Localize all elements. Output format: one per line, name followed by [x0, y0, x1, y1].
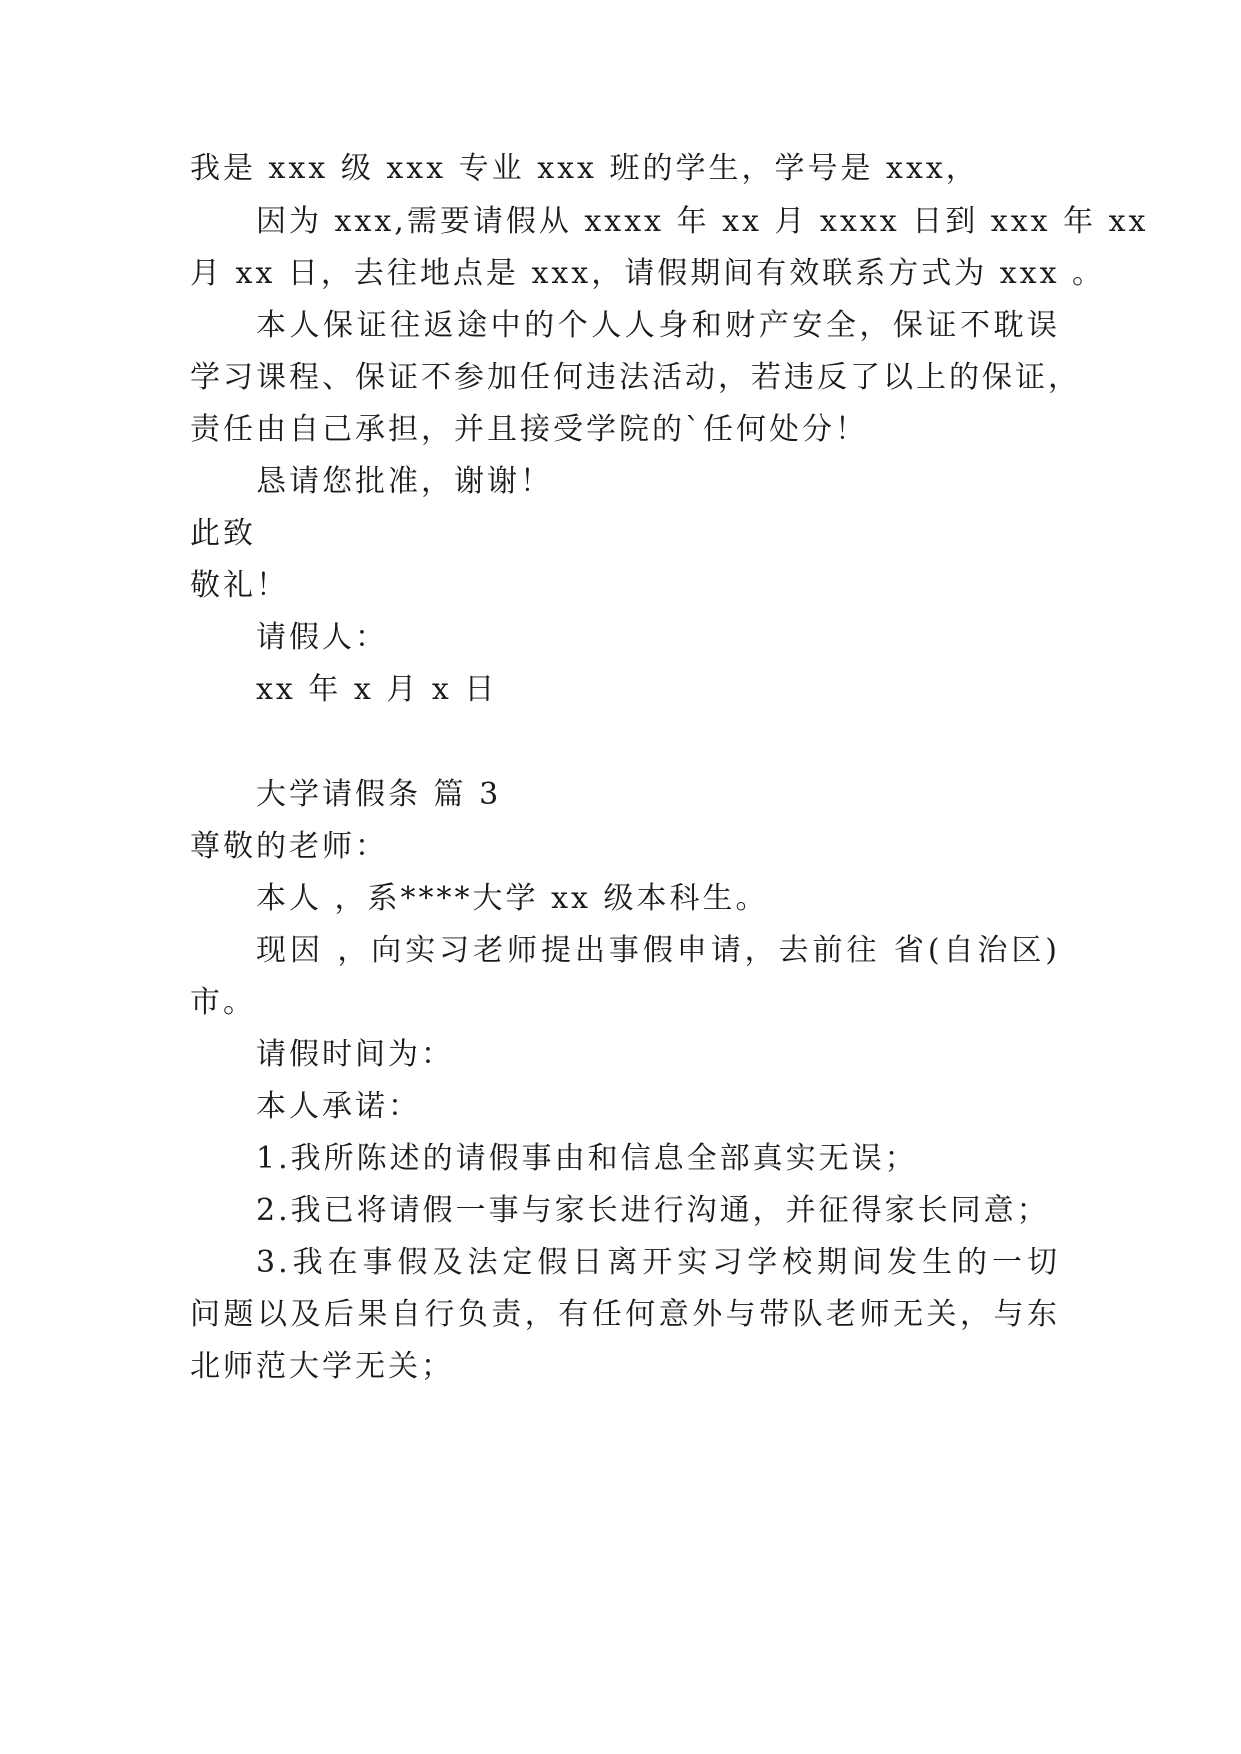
paragraph-line-guarantee-1: 本人保证往返途中的个人人身和财产安全，保证不耽误	[256, 308, 1060, 343]
paragraph-line-time: 请假时间为：	[256, 1037, 454, 1072]
paragraph-line-guarantee-3: 责任由自己承担，并且接受学院的`任何处分！	[190, 412, 868, 447]
paragraph-line-guarantee-2: 学习课程、保证不参加任何违法活动，若违反了以上的保证，	[190, 360, 1081, 395]
closing-jingli: 敬礼！	[190, 568, 289, 603]
salutation: 尊敬的老师：	[190, 829, 388, 864]
paragraph-line-leave-2: 市。	[190, 985, 256, 1020]
paragraph-line-intro: 我是 xxx 级 xxx 专业 xxx 班的学生，学号是 xxx，	[190, 151, 979, 186]
paragraph-line-leave-1: 现因 ，向实习老师提出事假申请，去前往 省(自治区)	[256, 933, 1060, 968]
signature-label: 请假人：	[256, 620, 388, 655]
signature-date: xx 年 x 月 x 日	[256, 672, 498, 707]
list-item-3-line-1: 3.我在事假及法定假日离开实习学校期间发生的一切	[256, 1245, 1060, 1280]
paragraph-line-reason-2: 月 xx 日，去往地点是 xxx，请假期间有效联系方式为 xxx 。	[190, 256, 1106, 291]
section-title: 大学请假条 篇 3	[256, 777, 502, 812]
paragraph-line-reason-1: 因为 xxx,需要请假从 xxxx 年 xx 月 xxxx 日到 xxx 年 xx	[256, 204, 1149, 239]
paragraph-line-identity: 本人 ，系****大学 xx 级本科生。	[256, 881, 769, 916]
list-item-2: 2.我已将请假一事与家长进行沟通，并征得家长同意；	[256, 1193, 1050, 1228]
paragraph-line-promise-heading: 本人承诺：	[256, 1089, 421, 1124]
list-item-3-line-2: 问题以及后果自行负责，有任何意外与带队老师无关，与东	[190, 1297, 1060, 1332]
list-item-3-line-3: 北师范大学无关；	[190, 1349, 454, 1384]
paragraph-line-request: 恳请您批准，谢谢！	[256, 464, 553, 499]
list-item-1: 1.我所陈述的请假事由和信息全部真实无误；	[256, 1141, 918, 1176]
closing-cizhi: 此致	[190, 516, 256, 551]
